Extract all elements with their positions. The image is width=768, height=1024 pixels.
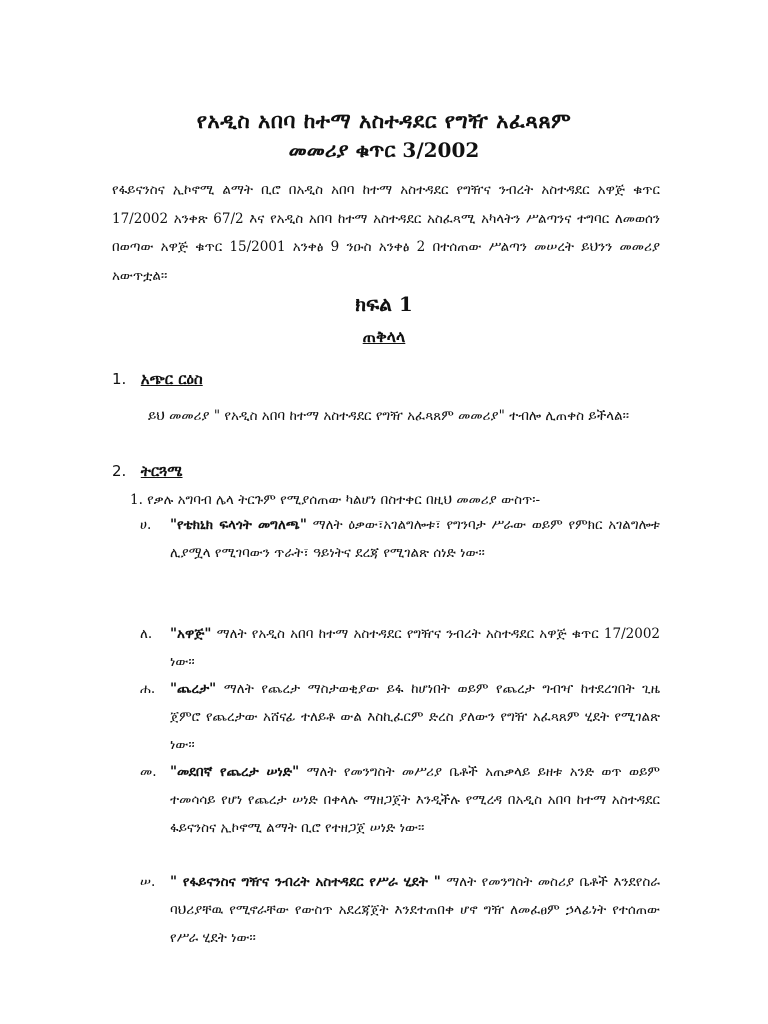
item-label: ሐ. <box>140 681 156 697</box>
definition-text: ማለት የአዲስ አበባ ከተማ አስተዳደር የግዥና ንብረት አስተዳደር አዋጅ ቁጥር 17/2002 ነው፡፡ <box>170 626 660 670</box>
definition-text: ማለት የመንግስት መሥሪያ ቤቶች አጠቃላይ ይዘቱ አንድ ወጥ ወይም ተመሳሳይ የሆነ የጨረታ ሠነድ በቀላሉ ማዘጋጀት እንዲችሉ የሚረዳ በአዲስ አበባ ከተማ አስተዳደር ፋይናንስና ኢኮኖሚ ልማት ቢሮ የተዘጋጀ ሠነድ ነው፡፡ <box>170 764 660 836</box>
section-title: አጭር ርዕስ <box>140 370 203 388</box>
definition-item <box>140 511 660 567</box>
document-title: የአዲስ አበባ ከተማ አስተዳደር የግዥ አፈጻጸም <box>196 108 572 133</box>
definition-item <box>140 868 660 952</box>
section-number: 1. <box>112 370 127 388</box>
directive-number: መመሪያ ቁጥር 3/2002 <box>288 138 480 162</box>
definition-text: ማለት የመንግስት መስሪያ ቤቶች እንደየስራ ባህሪያቸዉ የሚኖራቸው የውስጥ አደረጃጀት እንደተጠበቀ ሆኖ ግዥ ለመፈፀም ኃላፊነት የተሰጠው የሥራ ሂደት ነው፡፡ <box>170 874 661 946</box>
part-subtitle: ጠቅላላ <box>362 327 406 346</box>
section-1-body: ይህ መመሪያ " የአዲስ አበባ ከተማ አስተዳደር የግዥ አፈጻጸም መመሪያ" ተብሎ ሊጠቀስ ይችላል፡፡ <box>148 408 630 424</box>
defined-term: "አዋጅ" <box>170 626 212 642</box>
item-label: መ. <box>140 764 157 780</box>
subsection-1: 1. የቃሉ አግባብ ሌላ ትርጉም የሚያሰጠው ካልሆነ በስተቀር በዚህ መመሪያ ውስጥ፡- <box>130 492 541 508</box>
item-label: ለ. <box>140 626 153 642</box>
definition-text: ማለት የጨረታ ማስታወቂያው ይፋ ከሆነበት ወይም የጨረታ ግብዣ ከተደረገበት ጊዜ ጀምሮ የጨረታው አሸናፊ ተለይቶ ውል እስኪፈርም ድረስ ያለውን የግዥ አፈጻጸም ሂደት የሚገልጽ ነው፡፡ <box>170 681 660 753</box>
defined-term: "የቴክኒክ ፍላጎት መግለጫ" <box>170 517 307 533</box>
section-1-heading <box>112 370 203 388</box>
section-number: 2. <box>112 462 127 480</box>
defined-term: " የፋይናንስና ግዥና ንብረት አስተዳደር የሥራ ሂደት " <box>170 874 441 890</box>
definition-text: ማለት ዕቃው፣አገልግሎቱ፣ የግንባታ ሥራው ወይም የምክር አገልግሎቱ ሊያሟላ የሚገባውን ጥራት፣ ዓይነትና ደረጃ የሚገልጽ ሰነድ ነው፡፡ <box>170 517 661 561</box>
definition-item <box>140 675 660 759</box>
definition-item <box>140 620 660 676</box>
part-heading: ክፍል 1 <box>355 292 413 316</box>
section-2-heading <box>112 462 183 480</box>
section-title: ትርጓሜ <box>140 462 183 480</box>
preamble-paragraph: የፋይናንስና ኢኮኖሚ ልማት ቢሮ በአዲስ አበባ ከተማ አስተዳደር የግዥና ንብረት አስተዳደር አዋጅ ቁጥር 17/2002 አንቀጽ 67/2 እና የአዲስ አበባ ከተማ አስተዳደር አስፈጻሚ አካላትን ሥልጣንና ተግባር ለመወሰን በወጣው አዋጅ ቁጥር 15/2001 አንቀፅ 9 ንዑስ አንቀፅ 2 በተሰጠው ሥልጣን መሠረት ይህንን መመሪያ አውጥቷል፡፡ <box>112 182 660 284</box>
defined-term: "መደበኛ የጨረታ ሠነድ" <box>170 764 300 780</box>
definition-item <box>140 758 660 842</box>
defined-term: "ጨረታ" <box>170 681 217 697</box>
item-label: ሀ. <box>140 517 152 533</box>
item-label: ሠ. <box>140 874 156 890</box>
